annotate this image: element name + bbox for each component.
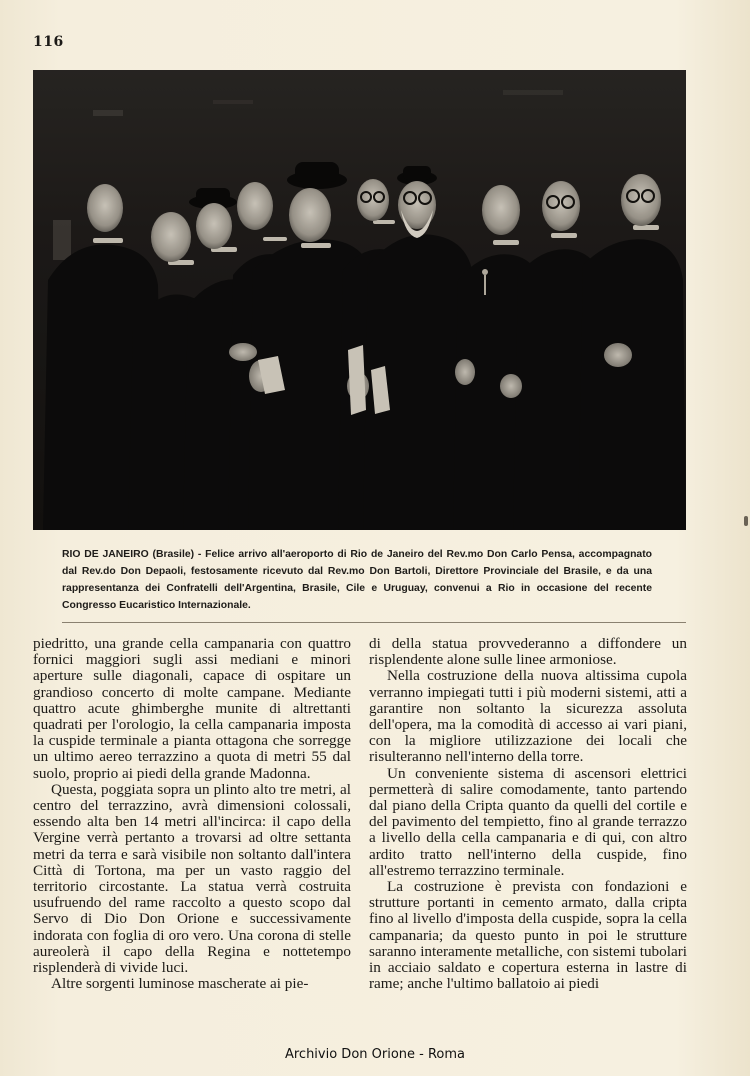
paragraph: La costruzione è prevista con fondazioni e strutture portanti in cemento armato, dalla cripta fino al livello d'imposta della cuspide, sopra la cella campanaria; da questo punto in poi le strutture saranno interamente metalliche, con sistemi tubolari in acciaio saldato e copertura esterna in lastre di rame; anche l'ultimo ballatoio ai piedi bbox=[369, 878, 687, 993]
page-edge-mark bbox=[744, 516, 748, 526]
archive-footer: Archivio Don Orione - Roma bbox=[284, 1047, 466, 1062]
paragraph: di della statua provvederanno a diffondere un risplendente alone sulle linee armoniose. bbox=[369, 635, 687, 669]
page-number: 116 bbox=[33, 34, 64, 50]
photo-caption: RIO DE JANEIRO (Brasile) - Felice arrivo all'aeroporto di Rio de Janeiro del Rev.mo Don Carlo Pensa, accompagnato dal Rev.do Don Depaoli, festosamente ricevuto dal Rev.mo Don Bartoli, Direttore Provinciale del Brasile, e da una rappresentanza dei Confratelli dell'Argentina, Brasile, Cile e Uruguay, convenui a Rio in occasione del recente Congresso Eucaristico Internazionale. bbox=[62, 549, 652, 611]
text-column-left bbox=[33, 636, 351, 992]
text-column-right bbox=[369, 636, 687, 992]
paragraph: Altre sorgenti luminose mascherate ai pie- bbox=[51, 975, 309, 993]
paragraph: Questa, poggiata sopra un plinto alto tre metri, al centro del terrazzino, avrà dimensioni colossali, essendo alta ben 14 metri all'incirca: il capo della Vergine verrà pertanto a trovarsi ad oltre settanta metri da terra e sarà visibile non soltanto dall'intera Città di Tortona, ma per un vasto raggio del territorio circostante. La statua verrà costruita usufruendo del rame raccolto a questo scopo dal Servo di Dio Don Orione e successivamente indorata con foglia di oro vero. Una corona di stelle aureolerà il capo della Regina e nottetempo risplenderà di vivide luci. bbox=[33, 780, 351, 977]
group-photo bbox=[33, 70, 686, 530]
caption-divider bbox=[62, 622, 686, 623]
paragraph: Un conveniente sistema di ascensori elettrici permetterà di salire comodamente, tanto partendo dal piano della Cripta quanto da quelli del cortile e del pavimento del tempietto, fino al grande terrazzo a livello della cella campanaria e di qui, con altro ardito tratto nell'interno della cuspide, fino all'estremo terrazzino terminale. bbox=[369, 764, 687, 879]
group-photo-image bbox=[33, 70, 686, 530]
paragraph: piedritto, una grande cella campanaria con quattro fornici maggiori sugli assi mediani e minori aperture sulle diagonali, capace di ospitare un grandioso concerto di molte campane. Mediante quattro acute ghimberghe munite di altrettanti quadrati per l'orologio, la cella campanaria imposta la cuspide terminale a pianta ottagona che sorregge un ultimo aereo terrazzino a quota di metri 55 dal suolo, proprio ai piedi della grande Madonna. bbox=[33, 635, 351, 782]
paragraph: Nella costruzione della nuova altissima cupola verranno impiegati tutti i più moderni sistemi, atti a garantire non soltanto la sicurezza assoluta dell'opera, ma la comodità di accesso ai vari piani, con la migliore utilizzazione dei locali che risulteranno nell'interno della torre. bbox=[369, 667, 687, 766]
